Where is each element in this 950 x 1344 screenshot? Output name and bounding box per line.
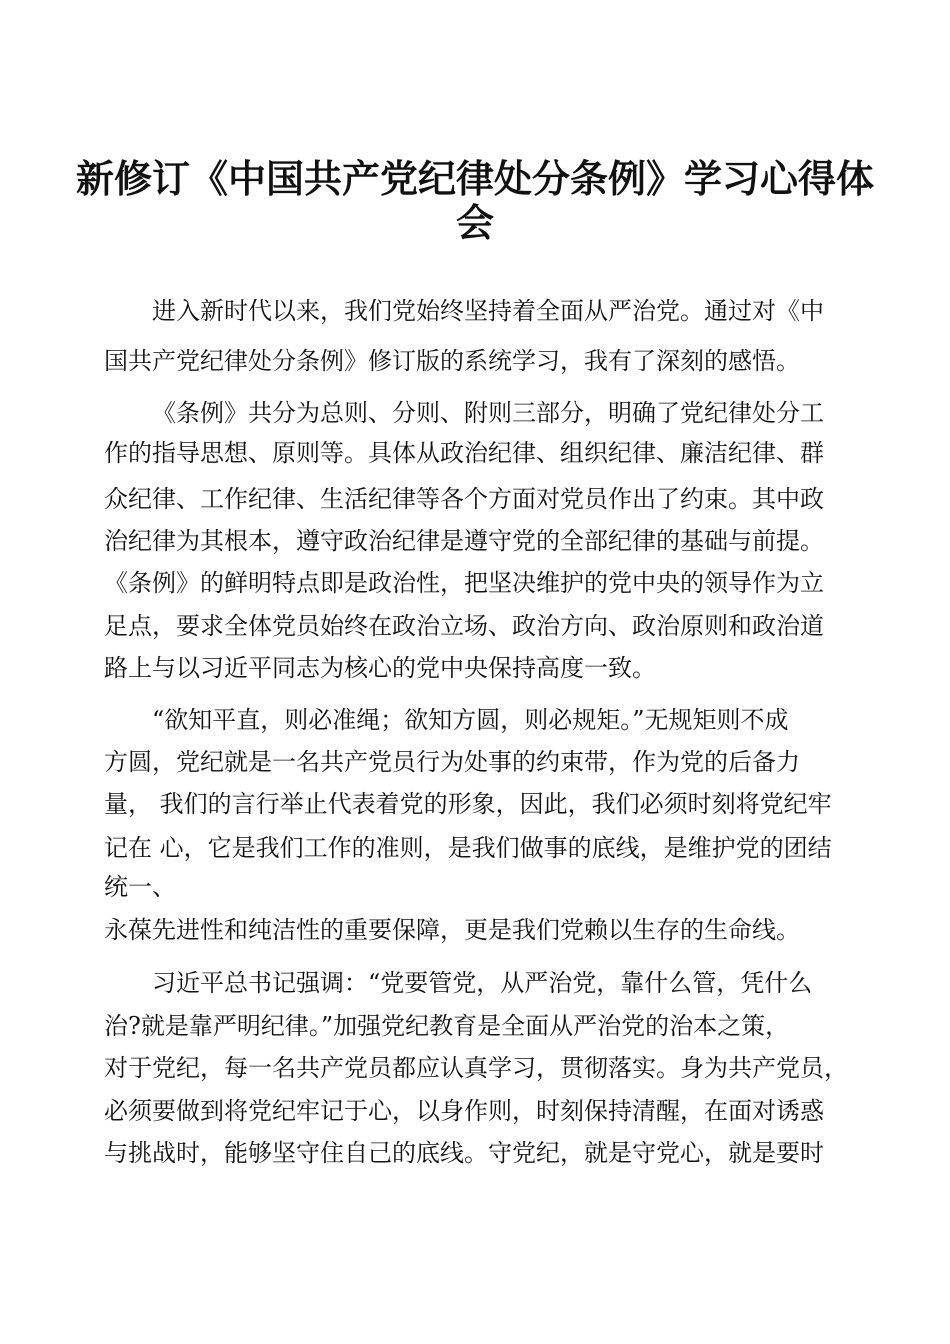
paragraph-line: 统一、 bbox=[104, 873, 176, 901]
paragraph-line: 习近平总书记强调：“党要管党，从严治党，靠什么管，凭什么 bbox=[152, 969, 813, 997]
paragraph-line: “欲知平直，则必准绳；欲知方圆，则必规矩。”无规矩则不成 bbox=[152, 706, 789, 734]
paragraph-line: 足点，要求全体党员始终在政治立场、政治方向、政治原则和政治道 bbox=[104, 612, 824, 640]
paragraph-line: 众纪律、工作纪律、生活纪律等各个方面对党员作出了约束。其中政 bbox=[104, 485, 824, 513]
paragraph-line: 对于党纪，每一名共产党员都应认真学习，贯彻落实。身为共产党员， bbox=[104, 1054, 848, 1082]
paragraph-line: 记在 心，它是我们工作的准则，是我们做事的底线，是维护党的团结 bbox=[104, 834, 832, 862]
paragraph-line: 治?就是靠严明纪律。”加强党纪教育是全面从严治党的治本之策， bbox=[104, 1012, 790, 1040]
paragraph-line: 量， 我们的言行举止代表着党的形象，因此，我们必须时刻将党纪牢 bbox=[104, 790, 832, 818]
paragraph-line: 治纪律为其根本，遵守政治纪律是遵守党的全部纪律的基础与前提。 bbox=[104, 527, 824, 555]
paragraph-line: 与挑战时，能够坚守住自己的底线。守党纪，就是守党心，就是要时 bbox=[104, 1139, 824, 1167]
paragraph-line: 进入新时代以来，我们党始终坚持着全面从严治党。通过对《中 bbox=[152, 297, 824, 325]
paragraph-line: 作的指导思想、原则等。具体从政治纪律、组织纪律、廉洁纪律、群 bbox=[104, 439, 824, 467]
document-title-line-1: 新修订《中国共产党纪律处分条例》学习心得体 bbox=[75, 157, 874, 201]
paragraph-line: 必须要做到将党纪牢记于心，以身作则，时刻保持清醒，在面对诱惑 bbox=[104, 1097, 824, 1125]
paragraph-line: 《条例》的鲜明特点即是政治性，把坚决维护的党中央的领导作为立 bbox=[104, 569, 824, 597]
paragraph-line: 国共产党纪律处分条例》修订版的系统学习，我有了深刻的感悟。 bbox=[104, 347, 800, 375]
paragraph-line: 永葆先进性和纯洁性的重要保障，更是我们党赖以生存的生命线。 bbox=[104, 916, 800, 944]
paragraph-line: 路上与以习近平同志为核心的党中央保持高度一致。 bbox=[104, 654, 656, 682]
document-title-line-2: 会 bbox=[455, 201, 494, 245]
paragraph-line: 《条例》共分为总则、分则、附则三部分，明确了党纪律处分工 bbox=[152, 399, 824, 427]
paragraph-line: 方圆，党纪就是一名共产党员行为处事的约束带，作为党的后备力 bbox=[104, 748, 800, 776]
